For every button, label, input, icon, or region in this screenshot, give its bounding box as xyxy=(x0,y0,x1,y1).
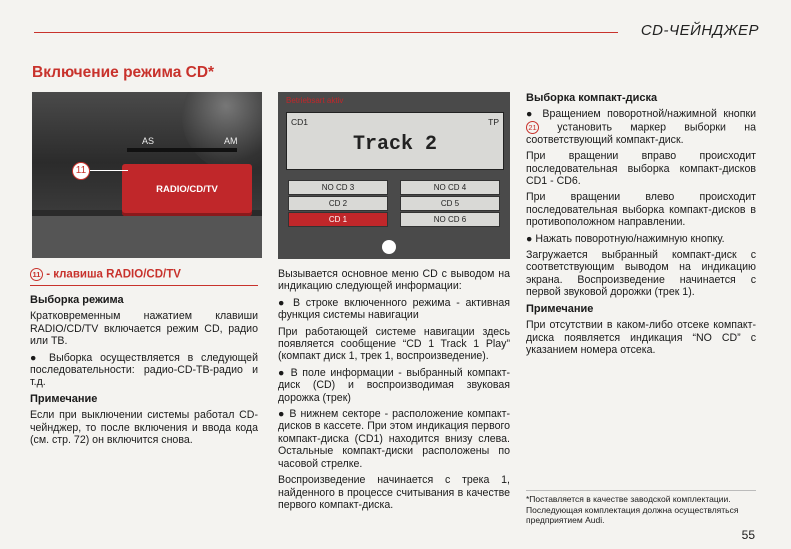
heading-note: Примечание xyxy=(30,392,98,405)
button-heading: 11 - клавиша RADIO/CD/TV xyxy=(30,268,258,286)
page-number: 55 xyxy=(741,528,755,542)
slot-5: CD 5 xyxy=(400,196,500,211)
slot-1-selected: CD 1 xyxy=(288,212,388,227)
tp-indicator: TP xyxy=(488,117,499,127)
as-label: AS xyxy=(142,136,155,146)
cd-menu-screen xyxy=(278,92,510,259)
current-disc: CD1 xyxy=(291,117,309,127)
section-title: Включение режима CD* xyxy=(32,64,215,81)
ref-21: 21 xyxy=(526,121,539,134)
ref-11: 11 xyxy=(30,268,43,281)
radio-cd-tv-button-label: RADIO/CD/TV xyxy=(156,184,218,195)
paragraph: При работающей системе навигации здесь появляется сообщение “CD 1 Track 1 Play” (компакт диск 1, трек 1, воспроизведение). xyxy=(278,325,510,363)
paragraph: Загружается выбранный компакт-диск с соответствующим выводом на индикацию экрана. Воспроизведение начинается с первой звуковой дорожки (трек 1). xyxy=(526,249,756,299)
radio-cd-tv-button xyxy=(122,164,252,216)
heading-mode-select: Выборка режима xyxy=(30,294,124,306)
header-rule xyxy=(34,32,618,33)
paragraph: Вызывается основное меню CD с выводом на индикацию следующей информации: xyxy=(278,268,510,293)
paragraph: Кратковременным нажатием клавиши RADIO/CD/TV включается режим CD, радио или ТВ. xyxy=(30,310,258,348)
slot-6: NO CD 6 xyxy=(400,212,500,227)
paragraph: Воспроизведение начинается с трека 1, найденного в процессе считывания в качестве первого компакт-диска. xyxy=(278,474,510,511)
column-1 xyxy=(30,268,258,450)
radio-photo xyxy=(32,92,262,258)
column-2 xyxy=(278,268,510,515)
paragraph: ● В строке включенного режима - активная функция системы навигации xyxy=(278,296,510,322)
footnote: *Поставляется в качестве заводской комплектации. Последующая комплектация должна осуществляться предприятием Audi. xyxy=(526,490,756,526)
heading-note: Примечание xyxy=(526,302,594,315)
info-field xyxy=(286,112,504,170)
paragraph: ● Выборка осуществляется в следующей последовательности: радио-CD-ТВ-радио и т.д. xyxy=(30,351,258,389)
paragraph: ● Вращением поворотной/нажимной кнопки 21 установить маркер выборки на соответствующий компакт-диск. xyxy=(526,108,756,146)
paragraph: При отсутствии в каком-либо отсеке компакт-диска появляется индикация “NO CD” с указанием номера отсека. xyxy=(526,319,756,356)
paragraph: ● В нижнем секторе - расположение компакт-дисков в кассете. При этом индикация первого компакт-диска (CD1) находится внизу слева. Остальные компакт-диски расположены по часовой стрелке. xyxy=(278,408,510,470)
slot-3: NO CD 3 xyxy=(288,180,388,195)
am-label: AM xyxy=(224,136,238,146)
column-3 xyxy=(526,92,756,360)
slot-2: CD 2 xyxy=(288,196,388,211)
status-line: Betriebsart aktiv xyxy=(286,96,344,105)
knob-icon xyxy=(382,240,396,254)
track-display: Track 2 xyxy=(352,133,437,156)
paragraph: При вращении влево происходит последовательная выборка компакт-дисков в противоположном направлении. xyxy=(526,191,756,229)
chapter-title: CD-ЧЕЙНДЖЕР xyxy=(640,22,759,39)
disc-slot xyxy=(127,148,237,152)
callout-leader xyxy=(88,170,128,171)
paragraph: Если при выключении системы работал CD-чейнджер, то после включения и ввода кода (см. стр. 72) он включится снова. xyxy=(30,409,258,447)
callout-number: 11 xyxy=(72,162,90,180)
paragraph: ● Нажать поворотную/нажимную кнопку. xyxy=(526,232,725,245)
paragraph: При вращении вправо происходит последовательная выборка компакт-дисков CD1 - CD6. xyxy=(526,150,756,188)
heading-disc-select: Выборка компакт-диска xyxy=(526,92,658,104)
paragraph: ● В поле информации - выбранный компакт-диск (CD) и воспроизводимая звуковая дорожка (трек) xyxy=(278,366,510,404)
slot-4: NO CD 4 xyxy=(400,180,500,195)
